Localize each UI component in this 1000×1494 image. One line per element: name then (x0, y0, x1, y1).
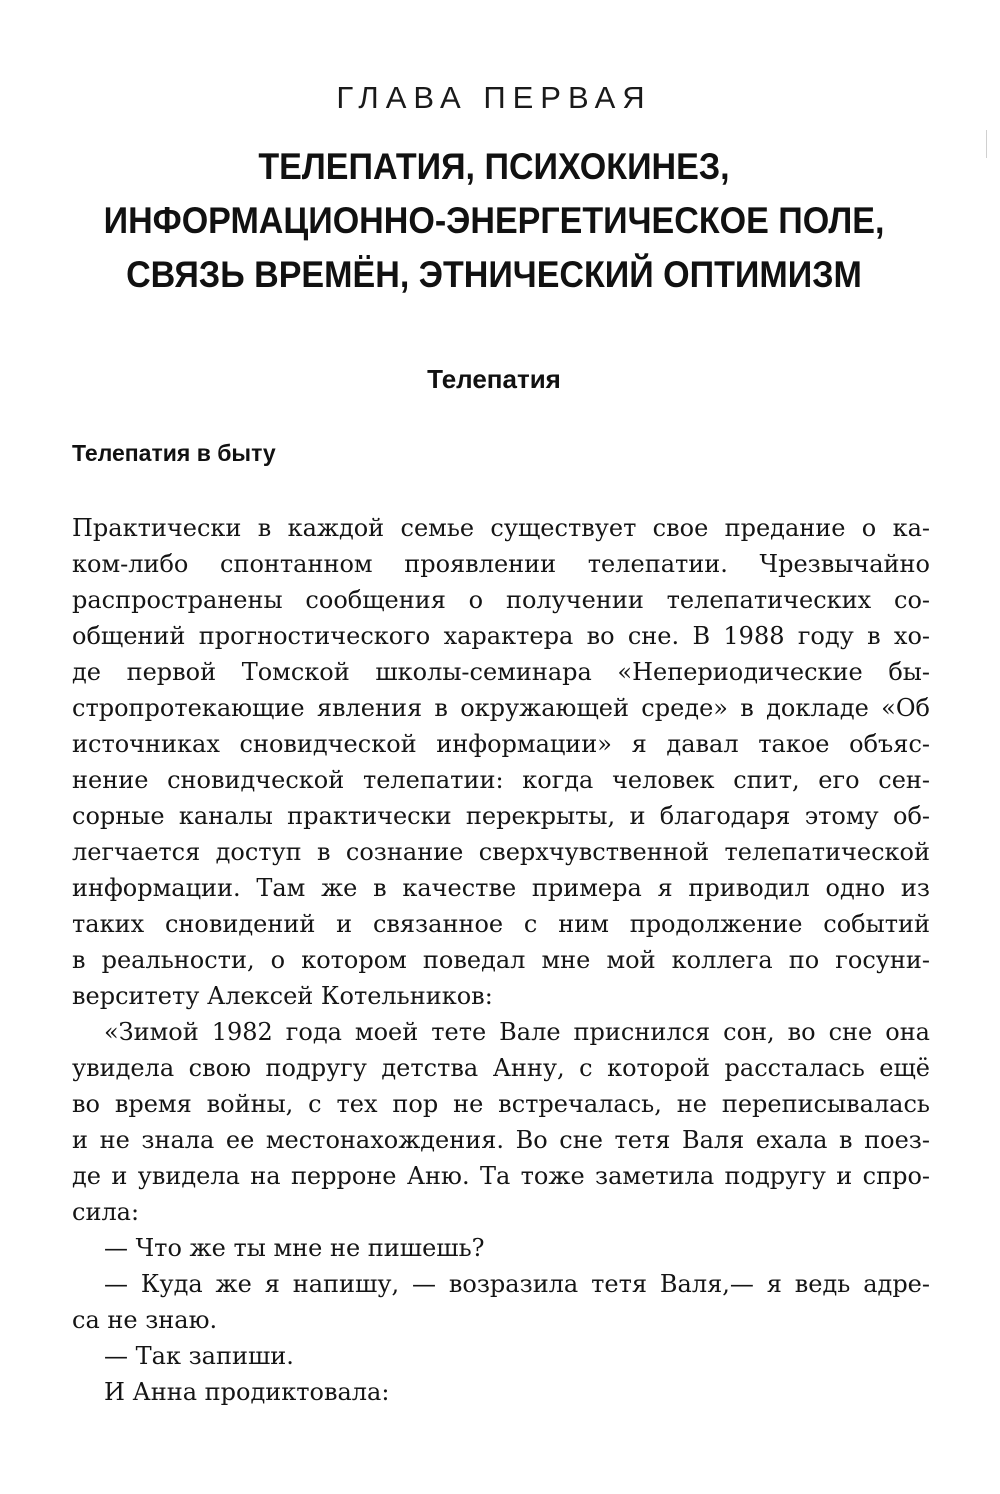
text-line: — Что же ты мне не пишешь? (104, 1234, 485, 1262)
text-line: таких сновидений и связанное с ним продолжение событий (72, 910, 930, 938)
text-line: нение сновидческой телепатии: когда человек спит, его сен- (72, 766, 930, 794)
text-line: сила: (72, 1198, 140, 1226)
section-title: Телепатия (427, 364, 561, 394)
text-line: во время войны, с тех пор не встречалась, не переписывалась (72, 1090, 930, 1118)
text-line: — Так запиши. (104, 1342, 294, 1370)
text-line: источниках сновидческой информации» я давал такое объяс- (72, 730, 930, 758)
text-line: в реальности, о котором поведал мне мой коллега по госуни- (72, 946, 930, 974)
text-line: информации. Там же в качестве примера я приводил одно из (72, 874, 930, 902)
subsection-title: Телепатия в быту (72, 440, 276, 466)
chapter-label: ГЛАВА ПЕРВАЯ (336, 80, 652, 115)
text-line: са не знаю. (72, 1306, 218, 1334)
chapter-title-line: ТЕЛЕПАТИЯ, ПСИХОКИНЕЗ, (258, 146, 730, 187)
chapter-title-line: ИНФОРМАЦИОННО-ЭНЕРГЕТИЧЕСКОЕ ПОЛЕ, (103, 200, 885, 241)
body-text (72, 510, 930, 1410)
text-line: де первой Томской школы-семинара «Непериодические бы- (72, 658, 930, 686)
text-line: «Зимой 1982 года моей тете Вале приснился сон, во сне она (104, 1018, 930, 1046)
chapter-title-line: СВЯЗЬ ВРЕМЁН, ЭТНИЧЕСКИЙ ОПТИМИЗМ (126, 254, 862, 295)
text-line: легчается доступ в сознание сверхчувственной телепатической (72, 838, 930, 866)
text-line: — Куда же я напишу, — возразила тетя Валя,— я ведь адре- (104, 1270, 930, 1298)
chapter-title (95, 140, 894, 302)
text-line: общений прогностического характера во сне. В 1988 году в хо- (72, 622, 930, 650)
text-line: Практически в каждой семье существует свое предание о ка- (72, 514, 930, 542)
text-line: стропротекающие явления в окружающей среде» в докладе «Об (72, 694, 930, 722)
margin-mark (986, 130, 987, 158)
text-line: сорные каналы практически перекрыты, и благодаря этому об- (72, 802, 930, 830)
text-line: увидела свою подругу детства Анну, с которой рассталась ещё (72, 1054, 930, 1082)
text-line: де и увидела на перроне Аню. Та тоже заметила подругу и спро- (72, 1162, 930, 1190)
text-line: верситету Алексей Котельников: (72, 982, 493, 1010)
text-line: И Анна продиктовала: (104, 1378, 390, 1406)
text-line: ком-либо спонтанном проявлении телепатии. Чрезвычайно (72, 550, 930, 578)
text-line: и не знала ее местонахождения. Во сне тетя Валя ехала в поез- (72, 1126, 930, 1154)
text-line: распространены сообщения о получении телепатических со- (72, 586, 930, 614)
